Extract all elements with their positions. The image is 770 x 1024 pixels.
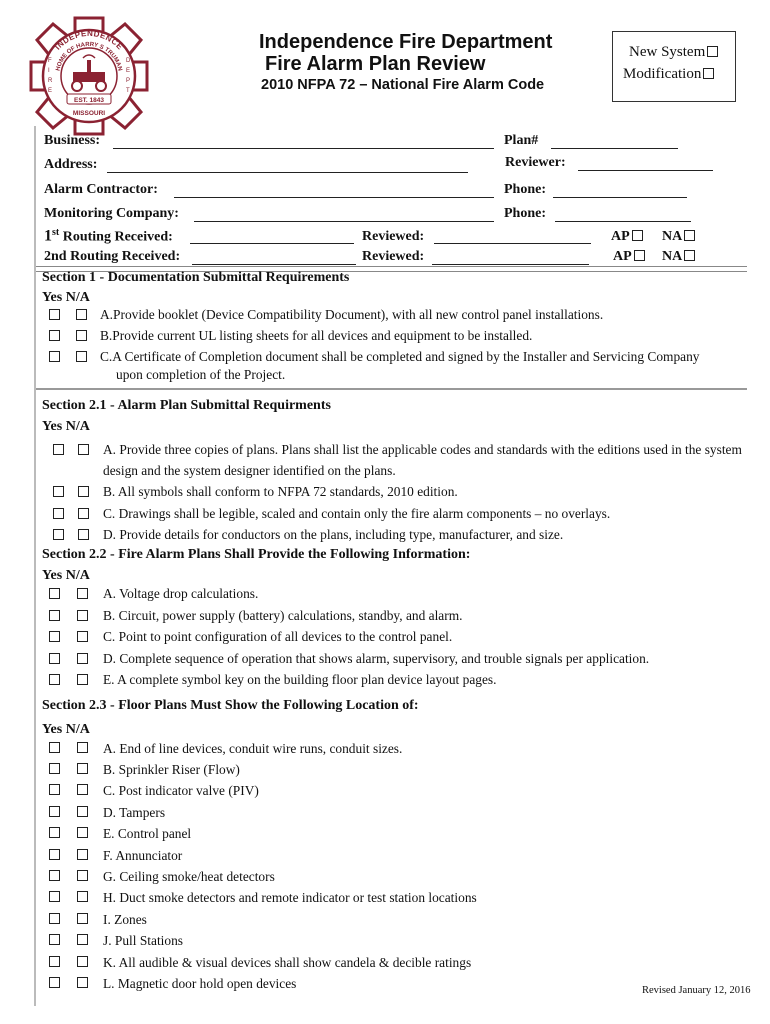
- section-2-3-item-h-na-checkbox[interactable]: [77, 891, 88, 902]
- first-reviewed-label: Reviewed:: [362, 229, 425, 244]
- monitoring-company-label: Monitoring Company:: [44, 206, 179, 221]
- second-na-option[interactable]: NA: [662, 249, 695, 265]
- business-field[interactable]: [113, 148, 494, 149]
- section-1-yes-na-header: Yes N/A: [42, 290, 90, 305]
- section-2-2-item-c-na-checkbox[interactable]: [77, 631, 88, 642]
- monitoring-phone-label: Phone:: [504, 206, 546, 221]
- section-2-2-item-c-yes-checkbox[interactable]: [49, 631, 60, 642]
- contractor-phone-field[interactable]: [553, 197, 687, 198]
- business-label: Business:: [44, 133, 101, 148]
- section-1-item-c-yes-checkbox[interactable]: [49, 351, 60, 362]
- new-system-checkbox[interactable]: [707, 46, 718, 57]
- first-routing-label: 1st Routing Received:: [44, 227, 173, 245]
- section-2-3-item-k-yes-checkbox[interactable]: [49, 956, 60, 967]
- section-2-1-item-b: B. All symbols shall conform to NFPA 72 standards, 2010 edition.: [103, 484, 458, 499]
- section-2-1-item-a-continued: design and the system designer identified on the plans.: [103, 463, 396, 478]
- section-2-3-item-j: J. Pull Stations: [103, 933, 183, 948]
- second-na-checkbox[interactable]: [684, 250, 695, 261]
- section-2-2-item-a-na-checkbox[interactable]: [77, 588, 88, 599]
- section-2-3-item-a: A. End of line devices, conduit wire runs, conduit sizes.: [103, 741, 403, 756]
- section-2-3-item-h-yes-checkbox[interactable]: [49, 891, 60, 902]
- section-1-item-b: B.Provide current UL listing sheets for all devices and equipment to be installed.: [100, 328, 533, 343]
- new-system-option[interactable]: New System: [629, 44, 718, 61]
- second-ap-checkbox[interactable]: [634, 250, 645, 261]
- section-2-1-item-a-na-checkbox[interactable]: [78, 444, 89, 455]
- section-2-1-item-b-na-checkbox[interactable]: [78, 486, 89, 497]
- revision-date: Revised January 12, 2016: [642, 985, 751, 996]
- section-2-3-item-j-yes-checkbox[interactable]: [49, 934, 60, 945]
- section-1-item-b-na-checkbox[interactable]: [76, 330, 87, 341]
- section-2-2-item-d-yes-checkbox[interactable]: [49, 653, 60, 664]
- contractor-phone-label: Phone:: [504, 182, 546, 197]
- first-reviewed-field[interactable]: [434, 243, 591, 244]
- svg-text:HOME OF HARRY S TRUMAN: HOME OF HARRY S TRUMAN: [55, 41, 123, 72]
- section-2-3-item-c-na-checkbox[interactable]: [77, 784, 88, 795]
- section-2-2-item-b-yes-checkbox[interactable]: [49, 610, 60, 621]
- section-2-3-item-e-yes-checkbox[interactable]: [49, 827, 60, 838]
- second-routing-label: 2nd Routing Received:: [44, 249, 181, 264]
- section-2-1-item-d-na-checkbox[interactable]: [78, 529, 89, 540]
- section-1-item-c-na-checkbox[interactable]: [76, 351, 87, 362]
- second-reviewed-field[interactable]: [432, 264, 589, 265]
- first-routing-date-field[interactable]: [190, 243, 354, 244]
- monitoring-company-field[interactable]: [194, 221, 494, 222]
- section-1-item-c: C.A Certificate of Completion document shall be completed and signed by the Installer and Servicing Company: [100, 349, 700, 364]
- second-ap-option[interactable]: AP: [613, 249, 645, 265]
- section-2-2-item-b: B. Circuit, power supply (battery) calculations, standby, and alarm.: [103, 608, 463, 623]
- section-2-3-item-f-na-checkbox[interactable]: [77, 849, 88, 860]
- section-1-divider: [36, 388, 747, 390]
- reviewer-field[interactable]: [578, 170, 713, 171]
- section-2-3-item-l-yes-checkbox[interactable]: [49, 977, 60, 988]
- project-type-box: [612, 31, 736, 102]
- section-2-2-yes-na-header: Yes N/A: [42, 568, 90, 583]
- svg-text:INDEPENDENCE: INDEPENDENCE: [53, 28, 125, 52]
- section-2-3-title: Section 2.3 - Floor Plans Must Show the Following Location of:: [42, 698, 419, 713]
- section-2-3-item-a-yes-checkbox[interactable]: [49, 742, 60, 753]
- section-2-3-item-h: H. Duct smoke detectors and remote indicator or test station locations: [103, 890, 477, 905]
- section-2-1-item-c-yes-checkbox[interactable]: [53, 508, 64, 519]
- section-2-3-item-b-na-checkbox[interactable]: [77, 763, 88, 774]
- section-2-3-item-k: K. All audible & visual devices shall show candela & decible ratings: [103, 955, 472, 970]
- section-2-3-item-a-na-checkbox[interactable]: [77, 742, 88, 753]
- section-1-item-b-yes-checkbox[interactable]: [49, 330, 60, 341]
- form-title: Independence Fire Department: [259, 31, 553, 53]
- section-2-2-item-d-na-checkbox[interactable]: [77, 653, 88, 664]
- section-2-2-item-a-yes-checkbox[interactable]: [49, 588, 60, 599]
- section-1-item-a: A.Provide booklet (Device Compatibility Document), with all new control panel installations.: [100, 307, 604, 322]
- alarm-contractor-label: Alarm Contractor:: [44, 182, 158, 197]
- section-2-1-item-c-na-checkbox[interactable]: [78, 508, 89, 519]
- alarm-contractor-field[interactable]: [174, 197, 494, 198]
- section-2-3-item-g: G. Ceiling smoke/heat detectors: [103, 869, 275, 884]
- fire-department-seal-logo: [27, 14, 151, 138]
- modification-option[interactable]: Modification: [623, 66, 714, 83]
- first-ap-option[interactable]: AP: [611, 229, 643, 245]
- section-2-3-item-e-na-checkbox[interactable]: [77, 827, 88, 838]
- svg-text:R: R: [48, 78, 53, 84]
- section-2-3-item-c-yes-checkbox[interactable]: [49, 784, 60, 795]
- svg-text:F: F: [48, 58, 52, 64]
- section-2-3-item-i-yes-checkbox[interactable]: [49, 913, 60, 924]
- section-2-3-item-g-yes-checkbox[interactable]: [49, 870, 60, 881]
- section-1-item-a-yes-checkbox[interactable]: [49, 309, 60, 320]
- section-2-2-item-e-yes-checkbox[interactable]: [49, 674, 60, 685]
- section-2-2-title: Section 2.2 - Fire Alarm Plans Shall Provide the Following Information:: [42, 547, 471, 562]
- section-2-2-item-e: E. A complete symbol key on the building floor plan device layout pages.: [103, 672, 497, 687]
- section-2-3-item-j-na-checkbox[interactable]: [77, 934, 88, 945]
- svg-text:MISSOURI: MISSOURI: [72, 110, 106, 117]
- section-2-3-item-e: E. Control panel: [103, 826, 192, 841]
- code-reference: 2010 NFPA 72 – National Fire Alarm Code: [261, 77, 545, 93]
- svg-text:I: I: [48, 68, 50, 74]
- section-2-3-item-d-na-checkbox[interactable]: [77, 806, 88, 817]
- section-2-3-item-c: C. Post indicator valve (PIV): [103, 783, 259, 798]
- section-2-3-item-l-na-checkbox[interactable]: [77, 977, 88, 988]
- address-label: Address:: [44, 157, 98, 172]
- left-border: [34, 126, 36, 1006]
- second-routing-date-field[interactable]: [192, 264, 356, 265]
- plan-number-label: Plan#: [504, 133, 539, 148]
- section-2-3-item-b: B. Sprinkler Riser (Flow): [103, 762, 240, 777]
- section-2-2-item-a: A. Voltage drop calculations.: [103, 586, 259, 601]
- section-2-1-item-c: C. Drawings shall be legible, scaled and contain only the fire alarm components – no overlays.: [103, 506, 611, 521]
- svg-text:P: P: [126, 78, 131, 84]
- section-2-1-item-d-yes-checkbox[interactable]: [53, 529, 64, 540]
- first-ap-checkbox[interactable]: [632, 230, 643, 241]
- section-2-1-item-d: D. Provide details for conductors on the plans, including type, manufacturer, and size.: [103, 527, 564, 542]
- section-2-3-item-i: I. Zones: [103, 912, 147, 927]
- section-2-3-item-l: L. Magnetic door hold open devices: [103, 976, 297, 991]
- section-1-title: Section 1 - Documentation Submittal Requirements: [42, 270, 350, 285]
- section-2-2-item-d: D. Complete sequence of operation that shows alarm, supervisory, and trouble signals per application.: [103, 651, 650, 666]
- section-2-3-item-f: F. Annunciator: [103, 848, 183, 863]
- section-2-3-yes-na-header: Yes N/A: [42, 722, 90, 737]
- first-na-option[interactable]: NA: [662, 229, 695, 245]
- section-2-1-item-a: A. Provide three copies of plans. Plans shall list the applicable codes and standards with the editions used in the system: [103, 442, 742, 457]
- section-2-1-item-b-yes-checkbox[interactable]: [53, 486, 64, 497]
- svg-text:E: E: [48, 88, 53, 94]
- section-2-2-item-e-na-checkbox[interactable]: [77, 674, 88, 685]
- section-2-1-yes-na-header: Yes N/A: [42, 419, 90, 434]
- svg-text:E: E: [126, 68, 131, 74]
- section-2-3-item-d: D. Tampers: [103, 805, 166, 820]
- first-na-checkbox[interactable]: [684, 230, 695, 241]
- form-subtitle: Fire Alarm Plan Review: [265, 53, 486, 75]
- reviewer-label: Reviewer:: [505, 155, 566, 170]
- svg-text:D: D: [126, 58, 131, 64]
- section-1-item-c-continued: upon completion of the Project.: [116, 367, 286, 382]
- section-2-3-item-i-na-checkbox[interactable]: [77, 913, 88, 924]
- section-2-3-item-d-yes-checkbox[interactable]: [49, 806, 60, 817]
- modification-checkbox[interactable]: [703, 68, 714, 79]
- section-2-3-item-g-na-checkbox[interactable]: [77, 870, 88, 881]
- plan-number-field[interactable]: [551, 148, 678, 149]
- monitoring-phone-field[interactable]: [555, 221, 691, 222]
- address-field[interactable]: [107, 172, 468, 173]
- section-2-3-item-b-yes-checkbox[interactable]: [49, 763, 60, 774]
- second-reviewed-label: Reviewed:: [362, 249, 425, 264]
- section-2-1-title: Section 2.1 - Alarm Plan Submittal Requirments: [42, 398, 331, 413]
- svg-text:T: T: [126, 88, 130, 94]
- section-2-2-item-c: C. Point to point configuration of all devices to the control panel.: [103, 629, 453, 644]
- section-2-3-item-k-na-checkbox[interactable]: [77, 956, 88, 967]
- section-1-item-a-na-checkbox[interactable]: [76, 309, 87, 320]
- svg-text:EST. 1843: EST. 1843: [74, 97, 104, 104]
- section-2-2-item-b-na-checkbox[interactable]: [77, 610, 88, 621]
- section-2-1-item-a-yes-checkbox[interactable]: [53, 444, 64, 455]
- section-2-3-item-f-yes-checkbox[interactable]: [49, 849, 60, 860]
